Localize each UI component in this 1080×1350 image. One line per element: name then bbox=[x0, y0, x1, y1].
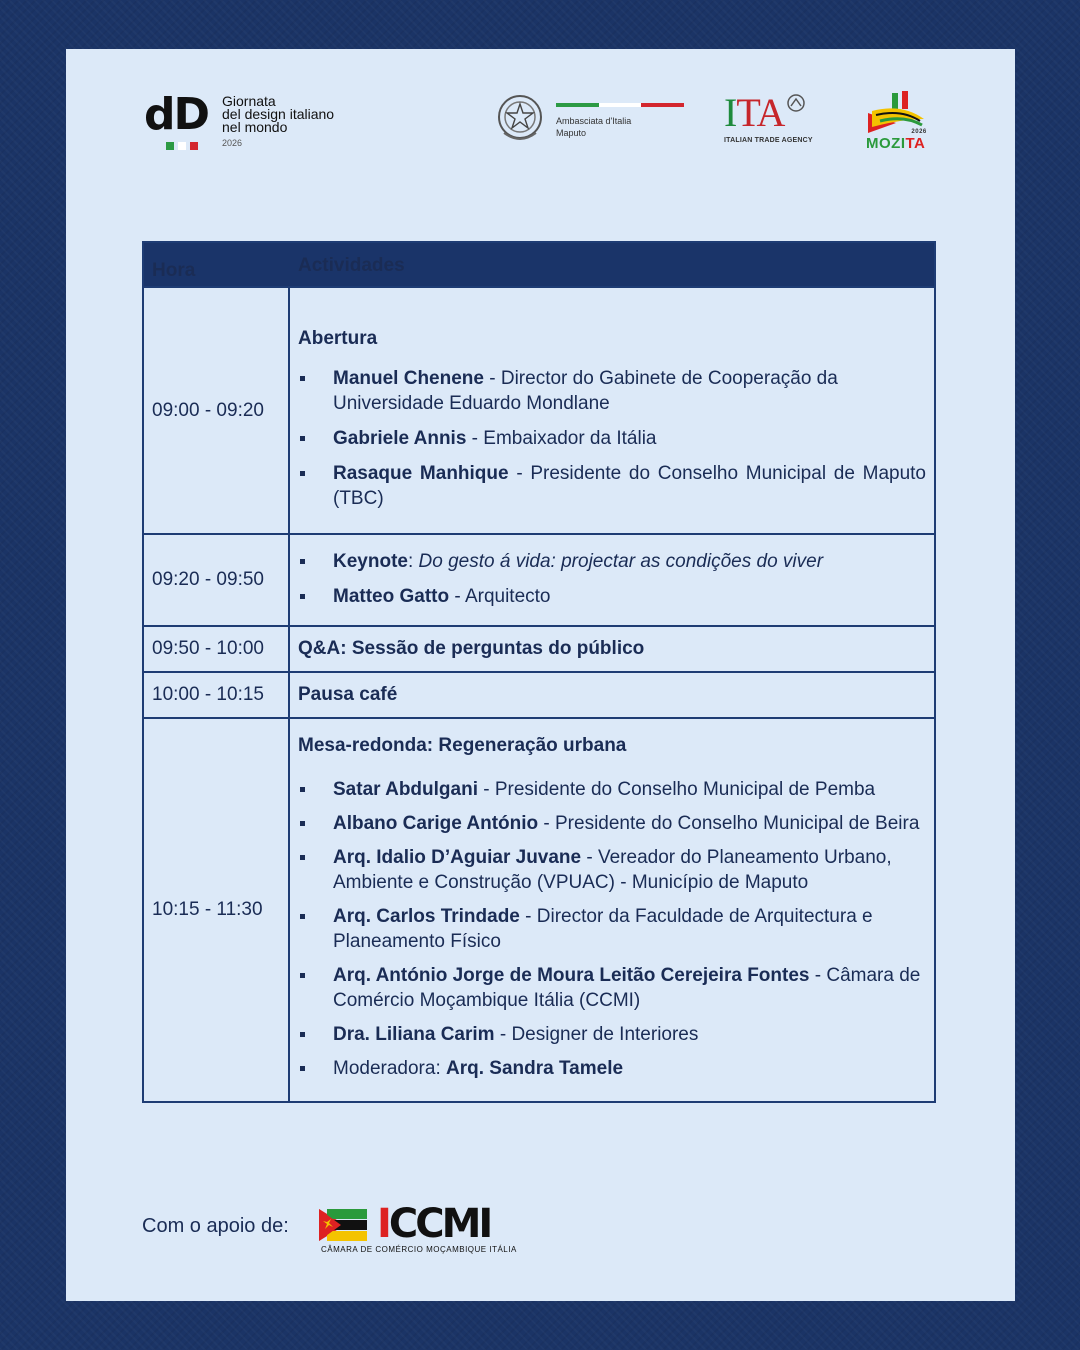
ccmi-logo-subtitle: CÂMARA DE COMÉRCIO MOÇAMBIQUE ITÁLIA bbox=[321, 1245, 517, 1254]
mozita-logo bbox=[866, 89, 936, 155]
design-day-logo bbox=[144, 89, 374, 151]
ita-logo-mark: ITA bbox=[724, 93, 834, 133]
list-item: Keynote: Do gesto á vida: projectar as condições do viver bbox=[298, 549, 926, 574]
mozambique-italy-flag-icon bbox=[319, 1205, 369, 1245]
speaker-list bbox=[298, 777, 926, 1081]
logos-row bbox=[66, 49, 1015, 199]
activity-cell bbox=[290, 535, 934, 625]
activity-cell bbox=[290, 673, 934, 717]
ccmi-logo bbox=[319, 1201, 539, 1261]
list-item: Arq. Carlos Trindade - Director da Faculdade de Arquitectura e Planeamento Físico bbox=[298, 904, 926, 954]
ita-logo-subtitle: ITALIAN TRADE AGENCY bbox=[724, 137, 813, 144]
ita-logo bbox=[724, 90, 834, 153]
table-row bbox=[144, 717, 934, 1101]
agenda-card bbox=[66, 49, 1015, 1301]
header-actividades: Actividades bbox=[298, 255, 405, 276]
list-item: Albano Carige António - Presidente do Conselho Municipal de Beira bbox=[298, 811, 926, 836]
table-header bbox=[144, 243, 934, 286]
header-hora: Hora bbox=[152, 259, 196, 281]
activity-cell bbox=[290, 288, 934, 533]
ccmi-logo-mark: ICCMI bbox=[377, 1201, 491, 1247]
table-row bbox=[144, 625, 934, 671]
support-label: Com o apoio de: bbox=[142, 1215, 289, 1237]
embassy-logo-text: Ambasciata d'Italia Maputo bbox=[556, 116, 632, 138]
time-cell: 09:20 - 09:50 bbox=[144, 535, 290, 625]
mozita-logo-text: $MOZITA^{2026}$ bbox=[866, 129, 927, 152]
speaker-list bbox=[298, 366, 926, 511]
italian-flag-squares bbox=[166, 137, 206, 145]
list-item: Matteo Gatto - Arquitecto bbox=[298, 584, 926, 609]
section-title: Q&A: Sessão de perguntas do público bbox=[298, 638, 645, 659]
time-cell: 09:50 - 10:00 bbox=[144, 627, 290, 671]
speaker-list bbox=[298, 549, 926, 609]
list-item: Rasaque Manhique - Presidente do Conselho Municipal de Maputo (TBC) bbox=[298, 461, 926, 511]
list-item: Satar Abdulgani - Presidente do Conselho Municipal de Pemba bbox=[298, 777, 926, 802]
list-item: Moderadora: Arq. Sandra Tamele bbox=[298, 1056, 926, 1081]
time-cell: 10:00 - 10:15 bbox=[144, 673, 290, 717]
italian-flag-stripe bbox=[556, 103, 684, 107]
section-title: Mesa-redonda: Regeneração urbana bbox=[298, 735, 627, 756]
list-item: Dra. Liliana Carim - Designer de Interiores bbox=[298, 1022, 926, 1047]
list-item: Gabriele Annis - Embaixador da Itália bbox=[298, 426, 926, 451]
activity-cell bbox=[290, 627, 934, 671]
table-row bbox=[144, 286, 934, 533]
agenda-table bbox=[142, 241, 936, 1103]
dd-logo-text: Giornata del design italiano nel mondo 2026 bbox=[222, 93, 335, 148]
time-cell: 10:15 - 11:30 bbox=[144, 719, 290, 1101]
section-title: Pausa café bbox=[298, 684, 398, 705]
activity-cell bbox=[290, 719, 934, 1101]
time-cell: 09:00 - 09:20 bbox=[144, 288, 290, 533]
table-row bbox=[144, 533, 934, 625]
embassy-logo bbox=[496, 91, 696, 151]
italian-emblem-icon bbox=[496, 93, 544, 145]
list-item: Manuel Chenene - Director do Gabinete de Cooperação da Universidade Eduardo Mondlane bbox=[298, 366, 926, 416]
table-row bbox=[144, 671, 934, 717]
dd-logo-mark: dD bbox=[144, 89, 209, 140]
list-item: Arq. António Jorge de Moura Leitão Cerejeira Fontes - Câmara de Comércio Moçambique Itália (CCMI) bbox=[298, 963, 926, 1013]
ita-badge-icon bbox=[786, 93, 806, 113]
list-item: Arq. Idalio D’Aguiar Juvane - Vereador do Planeamento Urbano, Ambiente e Construção (VPUAC) - Município de Maputo bbox=[298, 845, 926, 895]
section-title: Abertura bbox=[298, 328, 378, 349]
